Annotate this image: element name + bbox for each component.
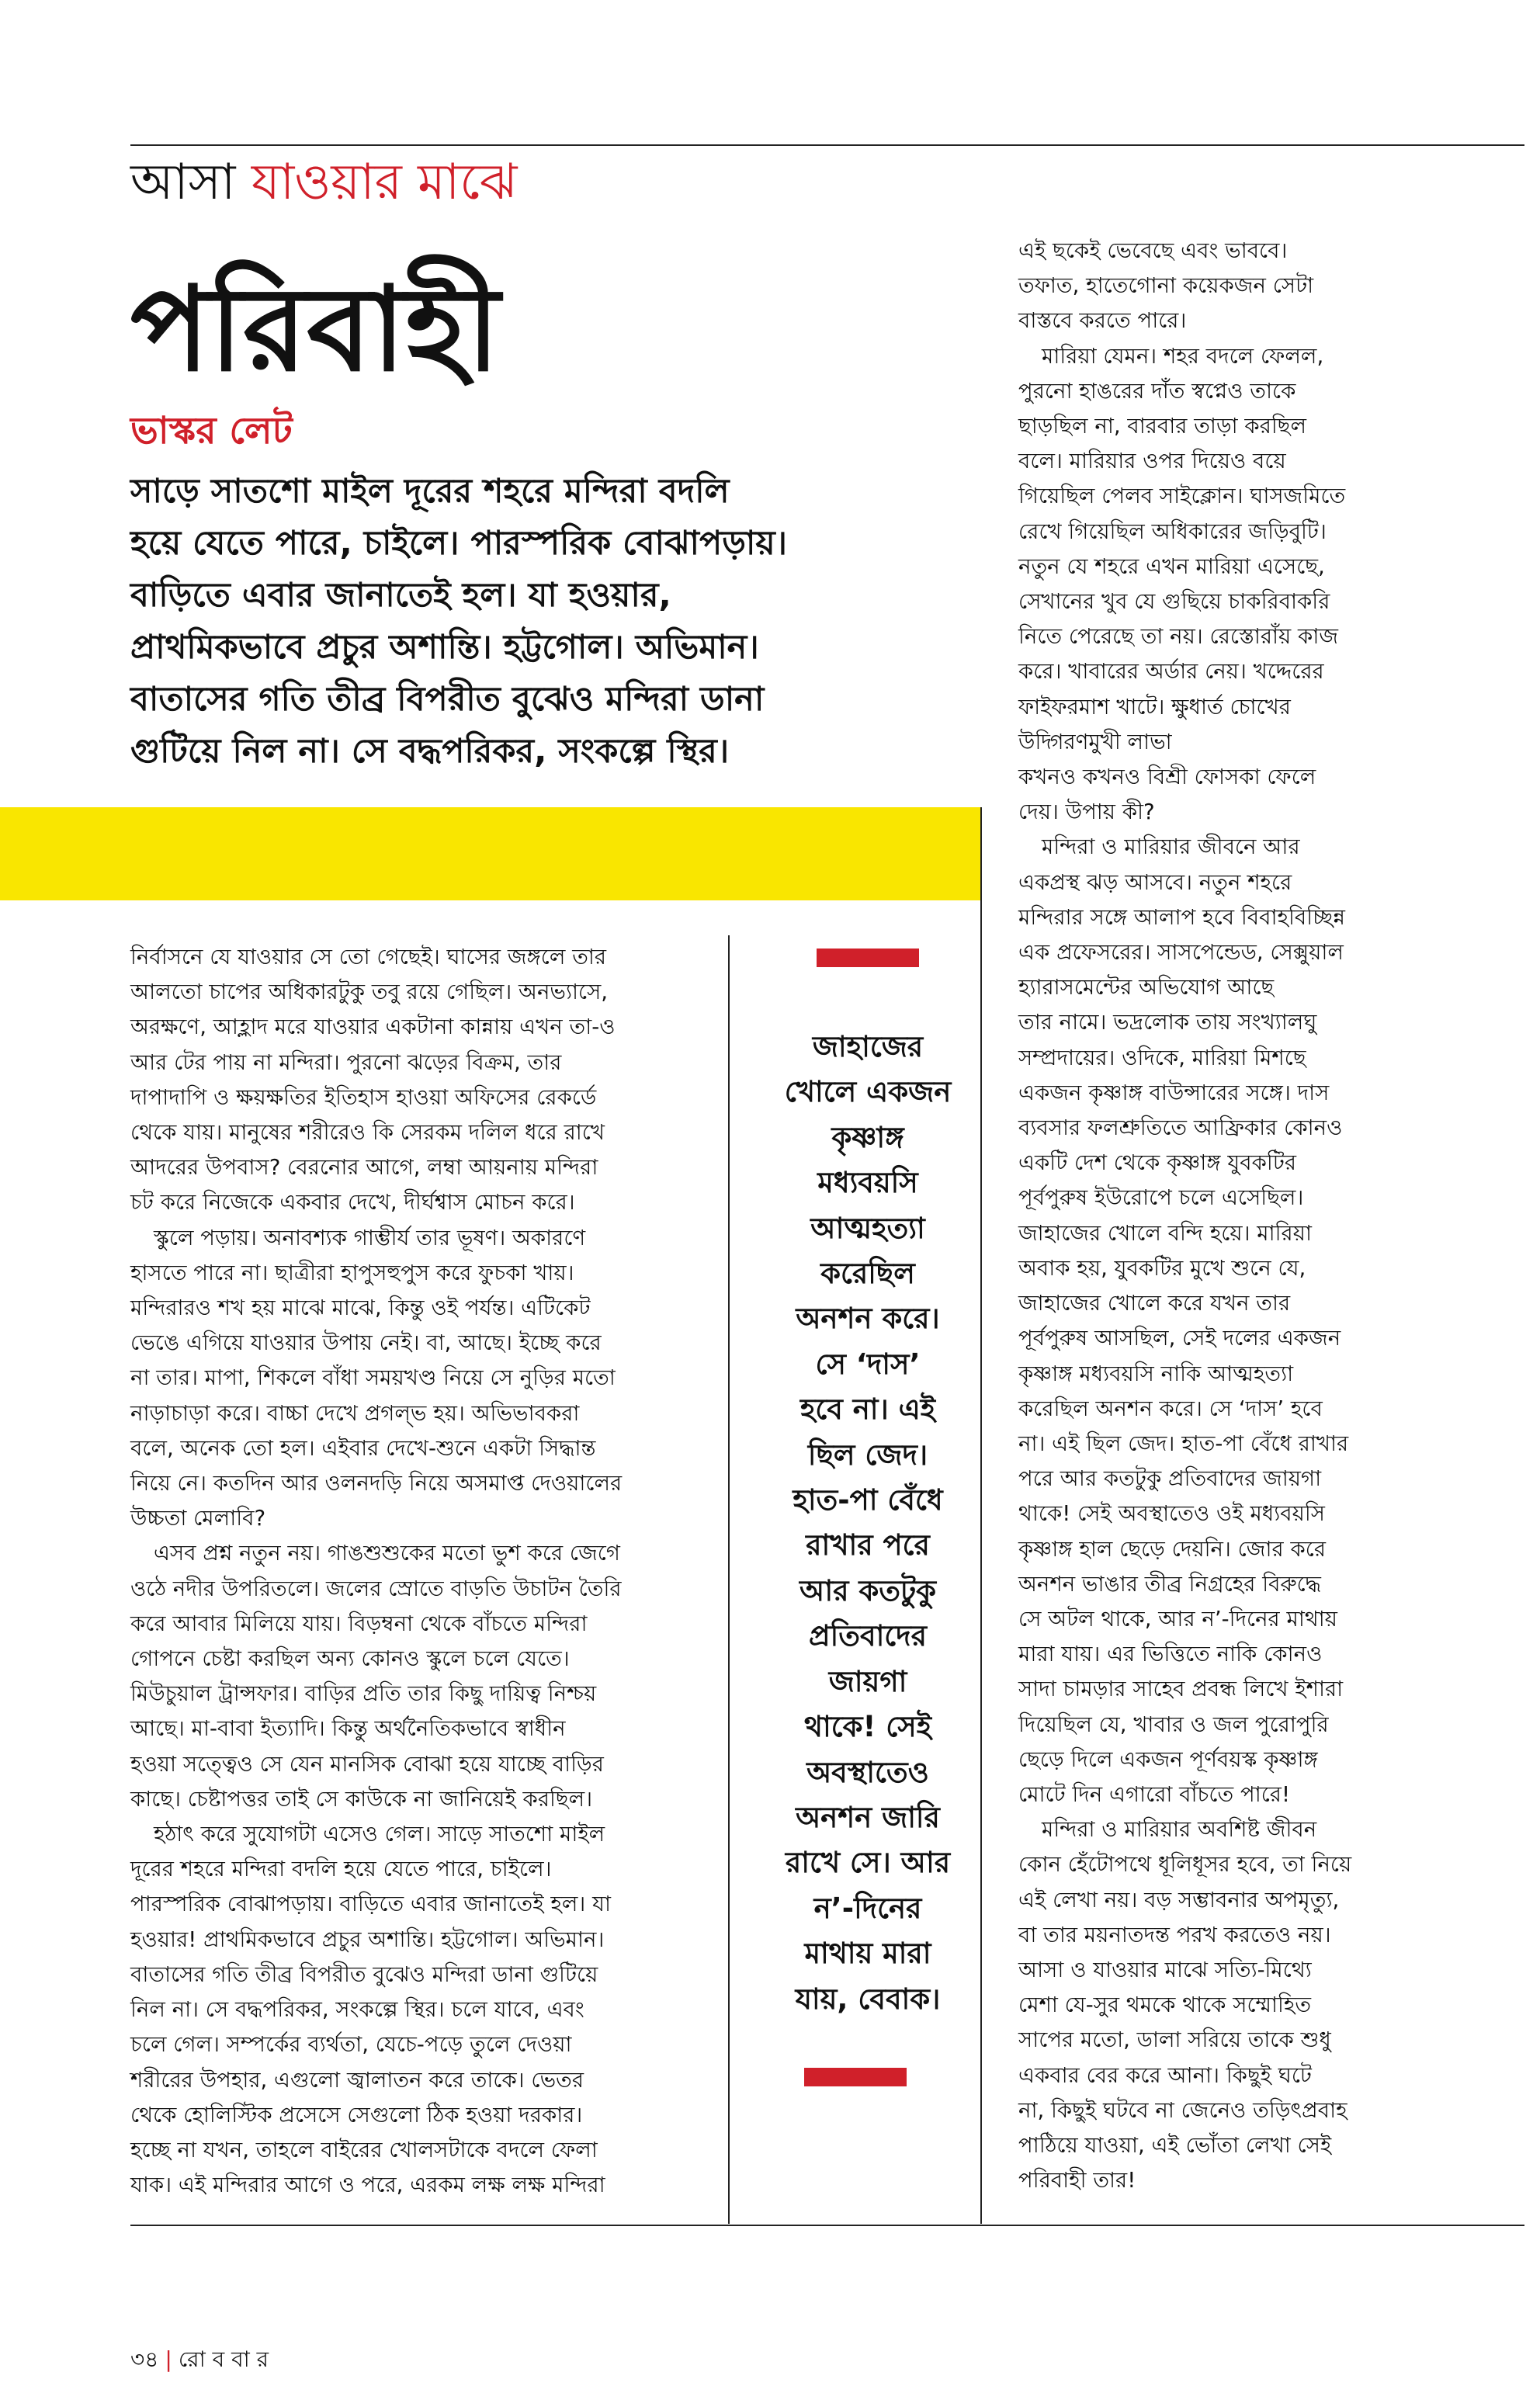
- body-line: মন্দিরা ও মারিয়ার অবশিষ্ট জীবন: [1042, 1816, 1317, 1843]
- pull-quote-line: আত্মহত্যা: [810, 1211, 925, 1245]
- body-line: এই লেখা নয়। বড় সম্ভাবনার অপমৃত্যু,: [1018, 1886, 1340, 1913]
- body-line: ভেঙে এগিয়ে যাওয়ার উপায় নেই। বা, আছে। ইচ্ছে করে: [130, 1330, 602, 1356]
- body-line: নিল না। সে বদ্ধপরিকর, সংকল্পে স্থির। চলে যাবে, এবং: [130, 1996, 584, 2023]
- body-line: মারিয়া যেমন। শহর বদলে ফেলল,: [1042, 342, 1324, 369]
- body-line: সম্প্রদায়ের। ওদিকে, মারিয়া মিশছে: [1018, 1044, 1306, 1070]
- body-line: রেখে গিয়েছিল অধিকারের জড়িবুটি।: [1018, 518, 1327, 544]
- intro-line: প্রাথমিকভাবে প্রচুর অশান্তি। হট্টগোল। অভিমান।: [130, 628, 759, 667]
- body-line: ছাড়ছিল না, বারবার তাড়া করছিল: [1018, 413, 1307, 439]
- body-line: ওঠে নদীর উপরিতলে। জলের স্রোতে বাড়তি উচাটন তৈরি: [130, 1575, 622, 1601]
- top-rule: [130, 144, 1524, 146]
- body-line: পূর্বপুরুষ আসছিল, সেই দলের একজন: [1018, 1325, 1341, 1351]
- pull-quote-line: অনশন জারি: [796, 1800, 940, 1834]
- body-line: একপ্রস্থ ঝড় আসবে। নতুন শহরে: [1018, 869, 1292, 895]
- body-line: বলে। মারিয়ার ওপর দিয়েও বয়ে: [1018, 448, 1286, 474]
- pull-quote-line: করেছিল: [820, 1257, 915, 1291]
- body-line: না। এই ছিল জেদ। হাত-পা বেঁধে রাখার: [1018, 1430, 1349, 1456]
- body-line: আলতো চাপের অধিকারটুকু তবু রয়ে গেছিল। অনভ্যাসে,: [130, 979, 609, 1005]
- pull-quote-line: মধ্যবয়সি: [817, 1166, 918, 1200]
- pull-quote-line: রাখে সে। আর: [785, 1846, 951, 1880]
- body-line: তফাত, হাতেগোনা কয়েকজন সেটা: [1018, 272, 1314, 299]
- body-line: আছে। মা-বাবা ইত্যাদি। কিন্তু অর্থনৈতিকভাবে স্বাধীন: [130, 1715, 566, 1742]
- right-column: [1018, 233, 1484, 2197]
- column-divider-left: [728, 935, 730, 2224]
- pull-quote-line: হবে না। এই: [799, 1392, 936, 1427]
- body-line: জাহাজের খোলে বন্দি হয়ে। মারিয়া: [1018, 1219, 1312, 1246]
- body-line: চলে গেল। সম্পর্কের ব্যর্থতা, যেচে-পড়ে তুলে দেওয়া: [130, 2031, 572, 2058]
- body-line: তার নামে। ভদ্রলোক তায় সংখ্যালঘু: [1018, 1009, 1317, 1035]
- pull-quote-line: সে ‘দাস’: [815, 1347, 921, 1381]
- body-line: মন্দিরারও শখ হয় মাঝে মাঝে, কিন্তু ওই পর্যন্ত। এটিকেট: [130, 1295, 591, 1321]
- body-line: দূরের শহরে মন্দিরা বদলি হয়ে যেতে পারে, চাইলে।: [130, 1856, 552, 1882]
- body-line: হওয়া সত্ত্বেও সে যেন মানসিক বোঝা হয়ে যাচ্ছে বাড়ির: [130, 1750, 604, 1777]
- body-line: হওয়ার! প্রাথমিকভাবে প্রচুর অশান্তি। হট্টগোল। অভিমান।: [130, 1926, 605, 1952]
- body-line: এক প্রফেসরের। সাসপেন্ডেড, সেক্সুয়াল: [1018, 939, 1344, 966]
- pull-quote-line: প্রতিবাদের: [809, 1619, 927, 1653]
- body-line: সে অটল থাকে, আর ন’-দিনের মাথায়: [1018, 1605, 1337, 1632]
- body-line: হাসতে পারে না। ছাত্রীরা হাপুসহুপুস করে ফুচকা খায়।: [130, 1259, 574, 1285]
- pull-quote-line: ন’-দিনের: [813, 1891, 922, 1925]
- body-line: নিতে পেরেছে তা নয়। রেস্তোরাঁয় কাজ: [1018, 623, 1339, 650]
- pull-quote-line: অনশন করে।: [796, 1302, 940, 1336]
- body-line: আসা ও যাওয়ার মাঝে সত্যি-মিথ্যে: [1018, 1956, 1312, 1982]
- body-line: ফাইফরমাশ খাটে। ক্ষুধার্ত চোখের: [1018, 693, 1291, 720]
- footer-separator: |: [165, 2346, 172, 2372]
- intro-line: গুটিয়ে নিল না। সে বদ্ধপরিকর, সংকল্পে স্থির।: [130, 732, 730, 771]
- body-line: সেখানের খুব যে গুছিয়ে চাকরিবাকরি: [1018, 588, 1330, 615]
- pull-quote-line: যায়, বেবাক।: [795, 1982, 941, 2016]
- body-line: হ্যারাসমেন্টের অভিযোগ আছে: [1018, 974, 1275, 1001]
- pull-quote-top-bar: [817, 949, 919, 967]
- body-line: করেছিল অনশন করে। সে ‘দাস’ হবে: [1018, 1395, 1323, 1421]
- page-footer: [130, 2344, 269, 2375]
- body-line: থেকে হোলিস্টিক প্রসেসে সেগুলো ঠিক হওয়া দরকার।: [130, 2101, 583, 2128]
- pull-quote-line: হাত-পা বেঁধে: [793, 1483, 943, 1517]
- page-number: ৩৪: [130, 2346, 159, 2372]
- pull-quote-line: অবস্থাতেও: [806, 1755, 929, 1789]
- pull-quote-line: রাখার পরে: [806, 1528, 930, 1562]
- body-line: দাপাদাপি ও ক্ষয়ক্ষতির ইতিহাস হাওয়া অফিসের রেকর্ডে: [130, 1084, 597, 1110]
- body-line: বা তার ময়নাতদন্ত পরখ করতেও নয়।: [1018, 1921, 1331, 1947]
- body-line: অনশন ভাঙার তীব্র নিগ্রহের বিরুদ্ধে: [1018, 1570, 1322, 1597]
- body-line: দেয়। উপায় কী?: [1018, 799, 1155, 825]
- body-line: ছেড়ে দিলে একজন পূর্ণবয়স্ক কৃষ্ণাঙ্গ: [1018, 1746, 1318, 1772]
- body-line: থাকে! সেই অবস্থাতেও ওই মধ্যবয়সি: [1018, 1500, 1325, 1527]
- body-line: চট করে নিজেকে একবার দেখে, দীর্ঘশ্বাস মোচন করে।: [130, 1189, 575, 1216]
- left-column: [130, 939, 720, 2202]
- body-line: কৃষ্ণাঙ্গ হাল ছেড়ে দেয়নি। জোর করে: [1018, 1535, 1327, 1562]
- headline: পরিবাহী: [130, 262, 500, 397]
- body-line: পুরনো হাঙরের দাঁত স্বপ্নেও তাকে: [1018, 377, 1296, 404]
- pull-quote-line: জায়গা: [828, 1664, 907, 1698]
- intro-line: বাড়িতে এবার জানাতেই হল। যা হওয়ার,: [130, 576, 671, 615]
- body-line: করে আবার মিলিয়ে যায়। বিড়ম্বনা থেকে বাঁচতে মন্দিরা: [130, 1610, 588, 1636]
- body-line: একবার বের করে আনা। কিছুই ঘটে: [1018, 2062, 1312, 2088]
- body-line: নাড়াচাড়া করে। বাচ্চা দেখে প্রগল্ভ হয়। অভিভাবকরা: [130, 1399, 580, 1426]
- pull-quote-line: ছিল জেদ।: [807, 1438, 928, 1472]
- section-kicker: [130, 147, 517, 217]
- body-line: নির্বাসনে যে যাওয়ার সে তো গেছেই। ঘাসের জঙ্গলে তার: [130, 944, 607, 969]
- pull-quote-bottom-bar: [804, 2068, 907, 2086]
- intro-line: সাড়ে সাতশো মাইল দূরের শহরে মন্দিরা বদলি: [130, 472, 730, 511]
- body-line: পরিবাহী তার!: [1018, 2167, 1136, 2194]
- body-line: বাস্তবে করতে পারে।: [1018, 307, 1187, 334]
- body-line: অবাক হয়, যুবকটির মুখে শুনে যে,: [1018, 1254, 1306, 1281]
- body-line: গিয়েছিল পেলব সাইক্লোন। ঘাসজমিতে: [1018, 483, 1346, 509]
- body-line: কাছে। চেষ্টাপত্তর তাই সে কাউকে না জানিয়েই করছিল।: [130, 1785, 593, 1812]
- body-line: পূর্বপুরুষ ইউরোপে চলে এসেছিল।: [1018, 1184, 1304, 1211]
- body-line: বলে, অনেক তো হল। এইবার দেখে-শুনে একটা সিদ্ধান্ত: [130, 1434, 596, 1461]
- intro-paragraph: [130, 466, 984, 778]
- body-line: হচ্ছে না যখন, তাহলে বাইরের খোলসটাকে বদলে ফেলা: [130, 2136, 598, 2162]
- bottom-rule: [130, 2225, 1524, 2226]
- body-line: শরীরের উপহার, এগুলো জ্বালাতন করে তাকে। ভেতর: [130, 2066, 584, 2093]
- body-line: কৃষ্ণাঙ্গ মধ্যবয়সি নাকি আত্মহত্যা: [1018, 1360, 1294, 1386]
- body-line: আদরের উপবাস? বেরনোর আগে, লম্বা আয়নায় মন্দিরা: [130, 1154, 598, 1181]
- byline: ভাস্কর লেট: [130, 409, 293, 453]
- body-line: মেশা যে-সুর থমকে থাকে সম্মোহিত: [1018, 1992, 1312, 2018]
- pull-quote-line: মাথায় মারা: [804, 1937, 931, 1971]
- body-line: হঠাৎ করে সুযোগটা এসেও গেল। সাড়ে সাতশো মাইল: [154, 1821, 605, 1847]
- body-line: মন্দিরার সঙ্গে আলাপ হবে বিবাহবিচ্ছিন্ন: [1018, 903, 1345, 930]
- pull-quote-line: থাকে! সেই: [804, 1710, 931, 1744]
- body-line: জাহাজের খোলে করে যখন তার: [1018, 1290, 1291, 1316]
- body-line: এসব প্রশ্ন নতুন নয়। গাঙশুশুকের মতো ভুশ করে জেগে: [154, 1540, 620, 1566]
- body-line: যাক। এই মন্দিরার আগে ও পরে, এরকম লক্ষ লক্ষ মন্দিরা: [130, 2172, 605, 2198]
- body-line: ব্যবসার ফলশ্রুতিতে আফ্রিকার কোনও: [1018, 1115, 1343, 1141]
- intro-line: হয়ে যেতে পারে, চাইলে। পারস্পরিক বোঝাপড়ায়।: [130, 524, 788, 563]
- intro-line: বাতাসের গতি তীব্র বিপরীত বুঝেও মন্দিরা ডানা: [130, 680, 765, 719]
- body-line: পারস্পরিক বোঝাপড়ায়। বাড়িতে এবার জানাতেই হল। যা: [130, 1891, 611, 1917]
- pull-quote-line: খোলে একজন: [784, 1075, 952, 1109]
- body-line: বাতাসের গতি তীব্র বিপরীত বুঝেও মন্দিরা ডানা গুটিয়ে: [130, 1961, 598, 1987]
- body-line: না, কিছুই ঘটবে না জেনেও তড়িৎপ্রবাহ: [1018, 2096, 1348, 2123]
- body-line: পাঠিয়ে যাওয়া, এই ভোঁতা লেখা সেই: [1018, 2131, 1332, 2158]
- body-line: সাদা চামড়ার সাহেব প্রবন্ধ লিখে ইশারা: [1018, 1676, 1344, 1702]
- body-line: স্কুলে পড়ায়। অনাবশ্যক গাম্ভীর্য তার ভূষণ। অকারণে: [154, 1224, 586, 1250]
- body-line: উদ্গিরণমুখী লাভা: [1018, 728, 1172, 754]
- body-line: আর টের পায় না মন্দিরা। পুরনো ঝড়ের বিক্রম, তার: [130, 1049, 562, 1075]
- body-line: না তার। মাপা, শিকলে বাঁধা সময়খণ্ড নিয়ে সে নুড়ির মতো: [130, 1365, 616, 1391]
- body-line: মন্দিরা ও মারিয়ার জীবনে আর: [1042, 834, 1300, 860]
- magazine-name: রো ব বা র: [178, 2346, 269, 2372]
- pull-quote-line: আর কতটুকু: [799, 1573, 937, 1607]
- body-line: একজন কৃষ্ণাঙ্গ বাউন্সারের সঙ্গে। দাস: [1018, 1079, 1330, 1105]
- pull-quote-line: জাহাজের: [812, 1030, 924, 1063]
- body-line: থেকে যায়। মানুষের শরীরেও কি সেরকম দলিল ধরে রাখে: [130, 1119, 605, 1146]
- kicker-red: যাওয়ার মাঝে: [251, 154, 518, 211]
- body-line: এই ছকেই ভেবেছে এবং ভাববে।: [1018, 238, 1288, 263]
- body-line: একটি দেশ থেকে কৃষ্ণাঙ্গ যুবকটির: [1018, 1150, 1297, 1176]
- body-line: মারা যায়। এর ভিত্তিতে নাকি কোনও: [1018, 1641, 1323, 1667]
- body-line: কখনও কখনও বিশ্রী ফোসকা ফেলে: [1018, 764, 1316, 790]
- body-line: কোন হেঁটোপথে ধূলিধূসর হবে, তা নিয়ে: [1018, 1851, 1352, 1878]
- body-line: সাপের মতো, ডালা সরিয়ে তাকে শুধু: [1018, 2027, 1331, 2053]
- body-line: নিয়ে নে। কতদিন আর ওলনদড়ি নিয়ে অসমাপ্ত দেওয়ালের: [130, 1470, 623, 1496]
- yellow-band: [0, 807, 980, 900]
- body-line: মোটে দিন এগারো বাঁচতে পারে!: [1018, 1781, 1291, 1807]
- body-line: মিউচুয়াল ট্রান্সফার। বাড়ির প্রতি তার কিছু দায়িত্ব নিশ্চয়: [130, 1680, 597, 1707]
- body-line: নতুন যে শহরে এখন মারিয়া এসেছে,: [1018, 553, 1325, 579]
- body-line: গোপনে চেষ্টা করছিল অন্য কোনও স্কুলে চলে যেতে।: [130, 1646, 570, 1672]
- body-line: করে। খাবারের অর্ডার নেয়। খদ্দেরের: [1018, 658, 1324, 685]
- body-line: দিয়েছিল যে, খাবার ও জল পুরোপুরি: [1018, 1711, 1329, 1737]
- kicker-plain: আসা: [130, 154, 251, 211]
- body-line: অরক্ষণে, আহ্লাদ মরে যাওয়ার একটানা কান্নায় এখন তা-ও: [130, 1014, 616, 1040]
- pull-quote-line: কৃষ্ণাঙ্গ: [831, 1120, 904, 1154]
- pull-quote: [751, 1025, 984, 2022]
- body-line: পরে আর কতটুকু প্রতিবাদের জায়গা: [1018, 1465, 1322, 1492]
- body-line: উচ্চতা মেলাবি?: [130, 1505, 266, 1531]
